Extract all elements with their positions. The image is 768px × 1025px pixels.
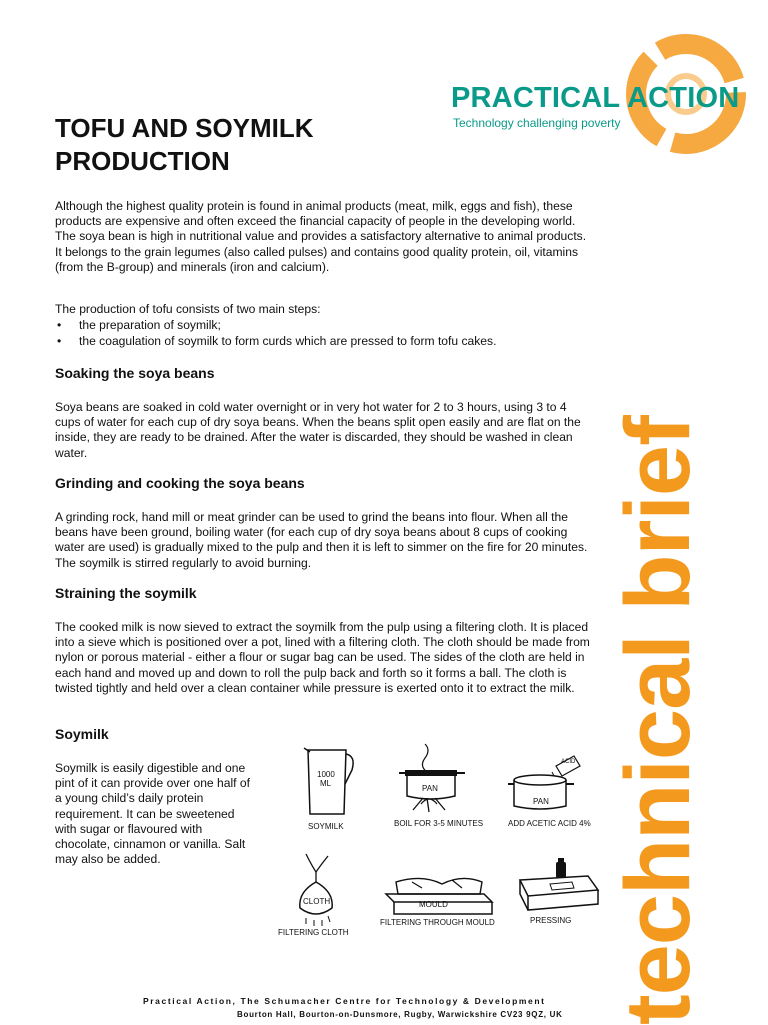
brand-name[interactable]: PRACTICAL ACTION: [451, 82, 740, 114]
mould-text: MOULD: [419, 900, 448, 909]
intro-paragraph: Although the highest quality protein is found in animal products (meat, milk, eggs and fish), these products are expensive and often exceed the financial capacity of people in the developing world. The soya bean is high in nutritional value and provides a satisfactory alternative to animal products. It belongs to the grain legumes (also called pulses) and contains good quality protein, oil, vitamins (from the B-group) and minerals (iron and calcium).: [55, 199, 587, 274]
list-item: • the coagulation of soymilk to form curds which are pressed to form tofu cakes.: [55, 333, 595, 349]
footer-organisation: Practical Action, The Schumacher Centre for Technology & Development: [143, 996, 546, 1006]
heading-soaking: Soaking the soya beans: [55, 365, 215, 381]
steps-intro: The production of tofu consists of two main steps:: [55, 302, 321, 316]
pan-text: PAN: [422, 784, 438, 793]
boiling-pan-illustration: [395, 740, 470, 818]
label-filter-mould: FILTERING THROUGH MOULD: [380, 918, 495, 927]
footer-address: Bourton Hall, Bourton-on-Dunsmore, Rugby, Warwickshire CV23 9QZ, UK: [237, 1010, 563, 1019]
page-title: TOFU AND SOYMILK PRODUCTION: [55, 113, 314, 176]
paragraph-soaking: Soya beans are soaked in cold water overnight or in very hot water for 2 to 3 hours, using 3 to 4 cups of water for each cup of dry soya beans. When the beans split open easily and are flat on the inside, they are ready to be drained. After the water is discarded, they should be washed in clean water.: [55, 400, 581, 460]
steps-list: [55, 317, 595, 349]
brand-tagline: Technology challenging poverty: [453, 116, 621, 130]
paragraph-grinding: A grinding rock, hand mill or meat grinder can be used to grind the beans into flour. When all the beans have been ground, boiling water (for each cup of dry soya beans about 8 cups of cooking water are used) is gradually mixed to the pulp and then it is left to simmer on the fire for 20 minutes. The soymilk is stirred regularly to avoid burning.: [55, 510, 588, 570]
acid-pan-text: PAN: [533, 797, 549, 806]
label-pressing: PRESSING: [530, 916, 572, 925]
paragraph-straining: The cooked milk is now sieved to extract the soymilk from the pulp using a filtering cloth. It is placed into a sieve which is positioned over a pot, lined with a filtering cloth. The cloth should be made from nylon or porous material - either a flour or sugar bag can be used. The sides of the cloth are held in each hand and moved up and down to roll the pulp back and forth so it forms a ball. The cloth is twisted tightly and held over a clean container while pressure is exerted onto it to extract the milk.: [55, 620, 590, 695]
heading-grinding: Grinding and cooking the soya beans: [55, 475, 305, 491]
jug-unit-text: ML: [320, 779, 332, 788]
cloth-text: CLOTH: [303, 897, 331, 906]
pressing-illustration: [512, 856, 602, 916]
filtering-cloth-illustration: [292, 852, 344, 927]
heading-straining: Straining the soymilk: [55, 585, 197, 601]
label-boil: BOIL FOR 3-5 MINUTES: [394, 819, 484, 828]
technical-brief-banner: technical brief: [607, 416, 709, 1025]
heading-soymilk: Soymilk: [55, 726, 109, 742]
label-filter-cloth: FILTERING CLOTH: [278, 928, 349, 937]
label-soymilk: SOYMILK: [308, 822, 344, 831]
acid-bottle-text: ACID: [561, 759, 576, 765]
list-item: • the preparation of soymilk;: [55, 317, 595, 333]
paragraph-soymilk: Soymilk is easily digestible and one pint of it can provide over one half of a young child’s daily protein requirement. It can be sweetened with sugar or flavoured with chocolate, cinnamon or vanilla. Salt may also be added.: [55, 761, 250, 867]
jug-volume-text: 1000: [317, 770, 335, 779]
mould-filter-illustration: [382, 872, 494, 918]
label-acid: ADD ACETIC ACID 4%: [508, 819, 591, 828]
